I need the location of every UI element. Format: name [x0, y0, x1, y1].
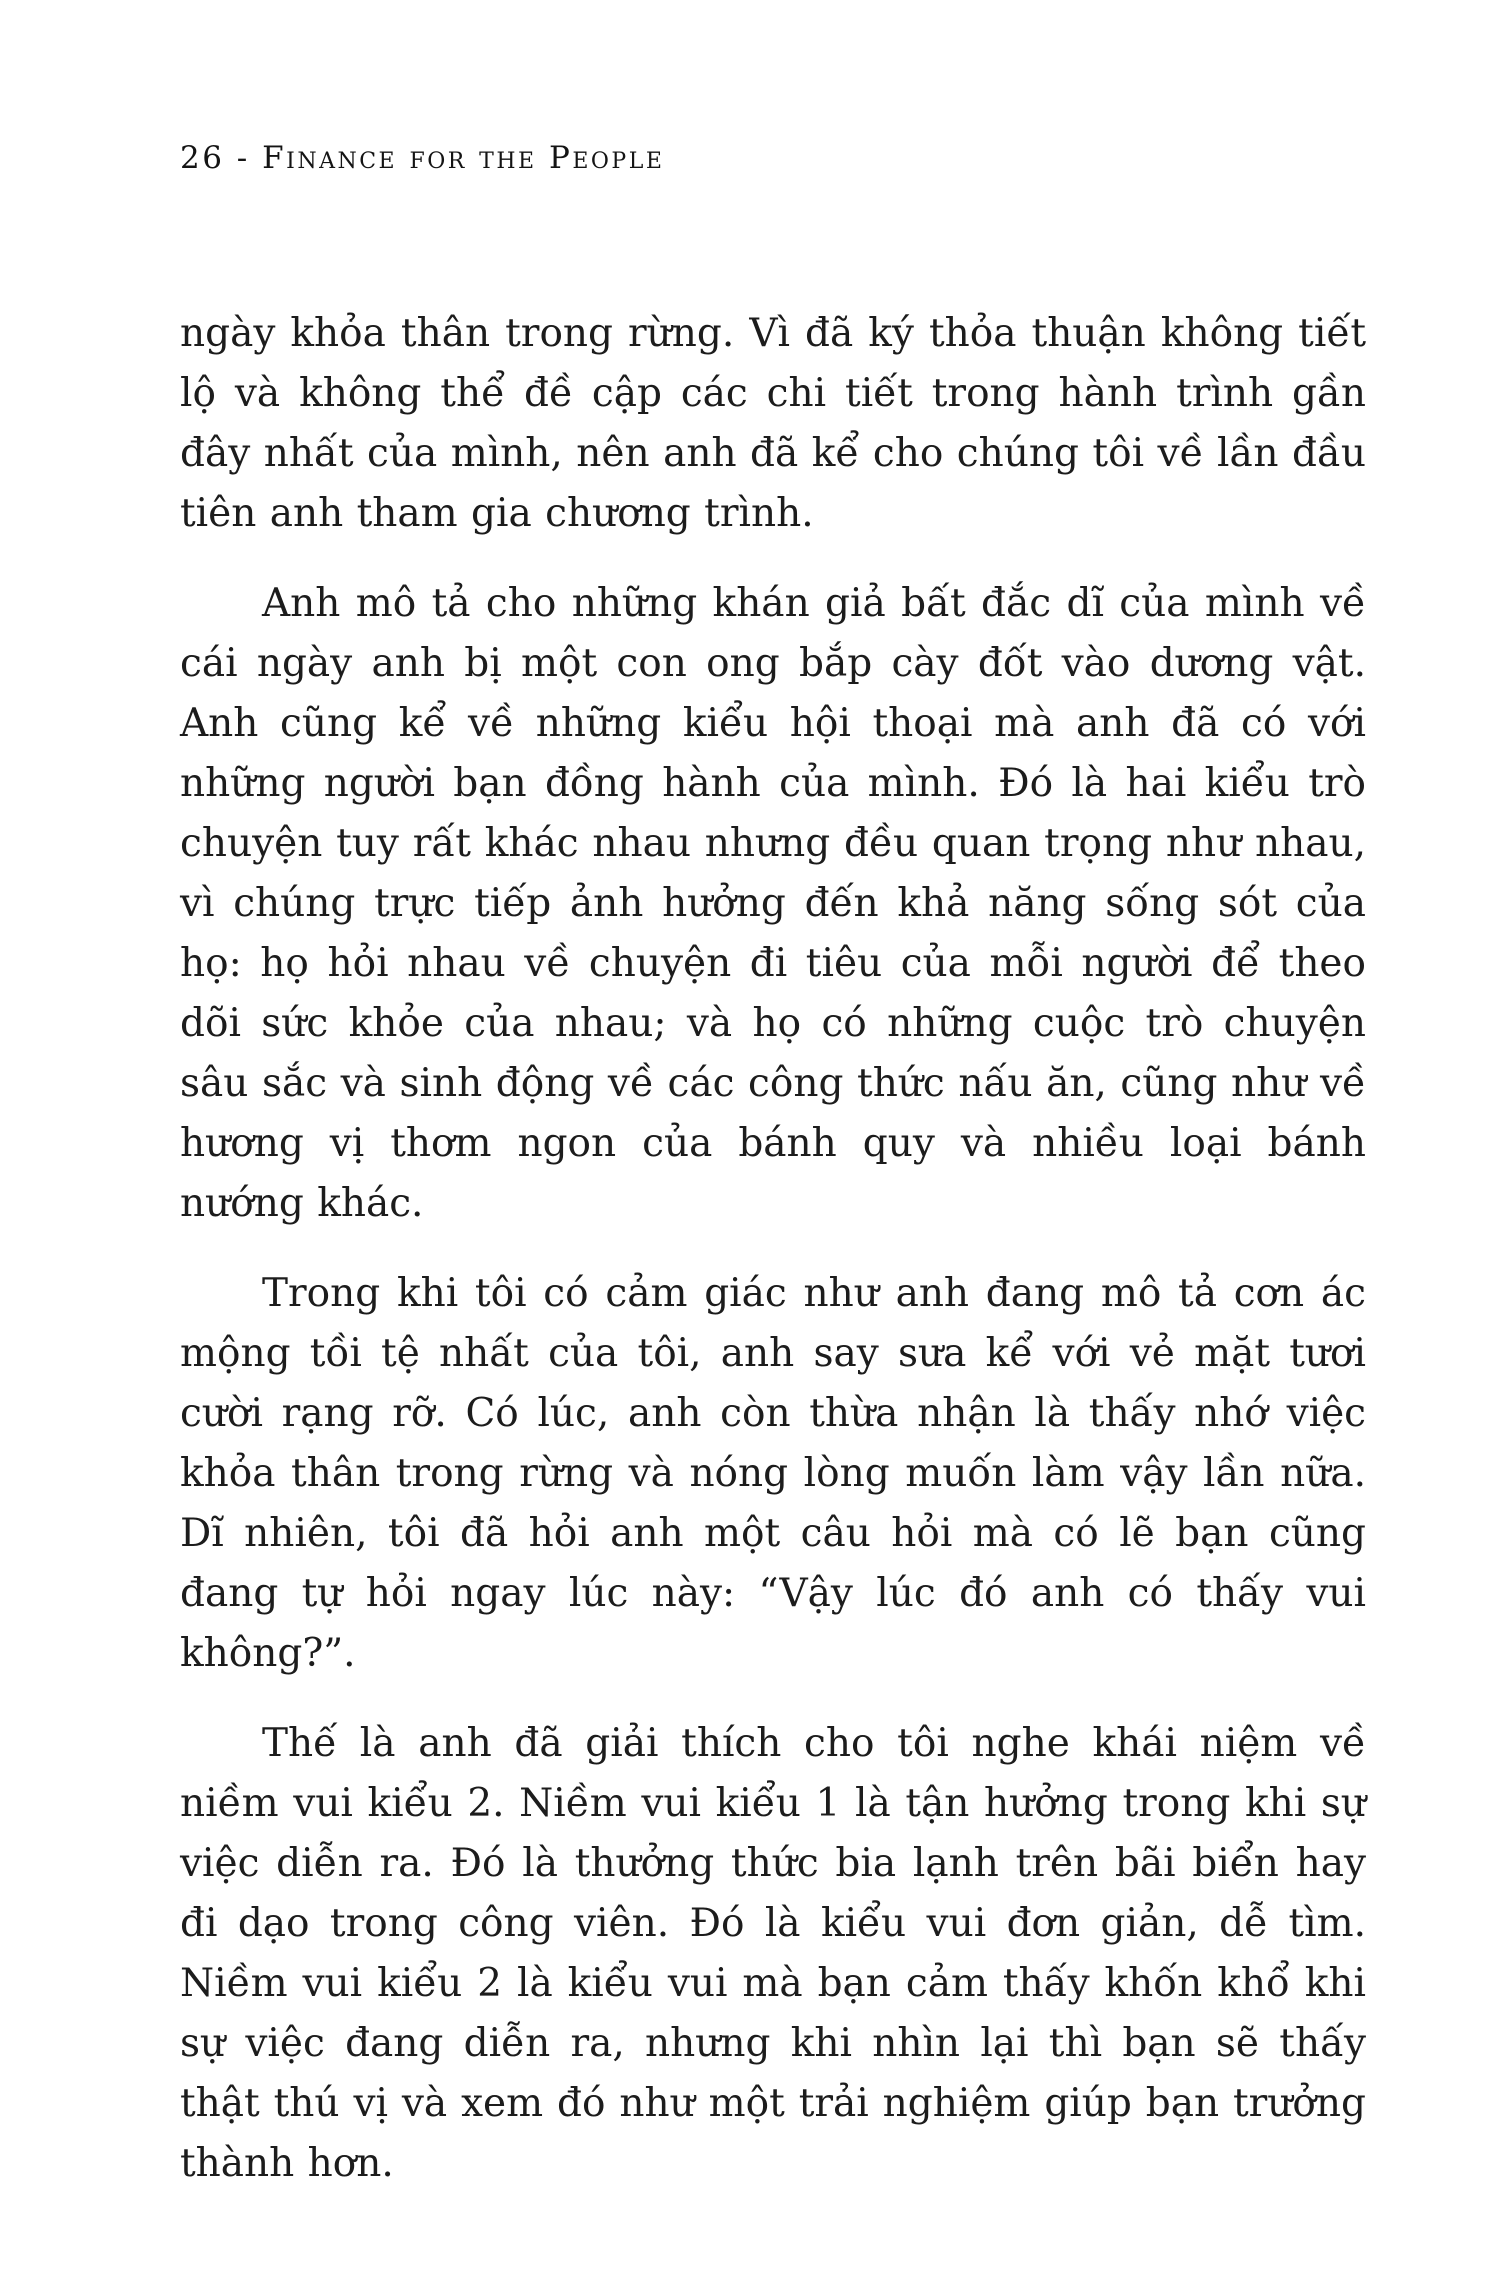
text-block [180, 140, 1366, 2224]
paragraph: Trong khi tôi có cảm giác như anh đang mô tả cơn ác mộng tồi tệ nhất của tôi, anh say sưa kể với vẻ mặt tươi cười rạng rỡ. Có lúc, anh còn thừa nhận là thấy nhớ việc khỏa thân trong rừng và nóng lòng muốn làm vậy lần nữa. Dĩ nhiên, tôi đã hỏi anh một câu hỏi mà có lẽ bạn cũng đang tự hỏi ngay lúc này: “Vậy lúc đó anh có thấy vui không?”. [180, 1271, 1366, 1676]
running-header: 26 - Finance for the People [180, 140, 665, 176]
paragraph: Anh mô tả cho những khán giả bất đắc dĩ của mình về cái ngày anh bị một con ong bắp cày đốt vào dương vật. Anh cũng kể về những kiểu hội thoại mà anh đã có với những người bạn đồng hành của mình. Đó là hai kiểu trò chuyện tuy rất khác nhau nhưng đều quan trọng như nhau, vì chúng trực tiếp ảnh hưởng đến khả năng sống sót của họ: họ hỏi nhau về chuyện đi tiêu của mỗi người để theo dõi sức khỏe của nhau; và họ có những cuộc trò chuyện sâu sắc và sinh động về các công thức nấu ăn, cũng như về hương vị thơm ngon của bánh quy và nhiều loại bánh nướng khác. [180, 581, 1366, 1226]
paragraph: Thế là anh đã giải thích cho tôi nghe khái niệm về niềm vui kiểu 2. Niềm vui kiểu 1 là tận hưởng trong khi sự việc diễn ra. Đó là thưởng thức bia lạnh trên bãi biển hay đi dạo trong công viên. Đó là kiểu vui đơn giản, dễ tìm. Niềm vui kiểu 2 là kiểu vui mà bạn cảm thấy khốn khổ khi sự việc đang diễn ra, nhưng khi nhìn lại thì bạn sẽ thấy thật thú vị và xem đó như một trải nghiệm giúp bạn trưởng thành hơn. [180, 1721, 1366, 2186]
paragraph: ngày khỏa thân trong rừng. Vì đã ký thỏa thuận không tiết lộ và không thể đề cập các chi tiết trong hành trình gần đây nhất của mình, nên anh đã kể cho chúng tôi về lần đầu tiên anh tham gia chương trình. [180, 311, 1366, 536]
body-text [180, 304, 1366, 2194]
